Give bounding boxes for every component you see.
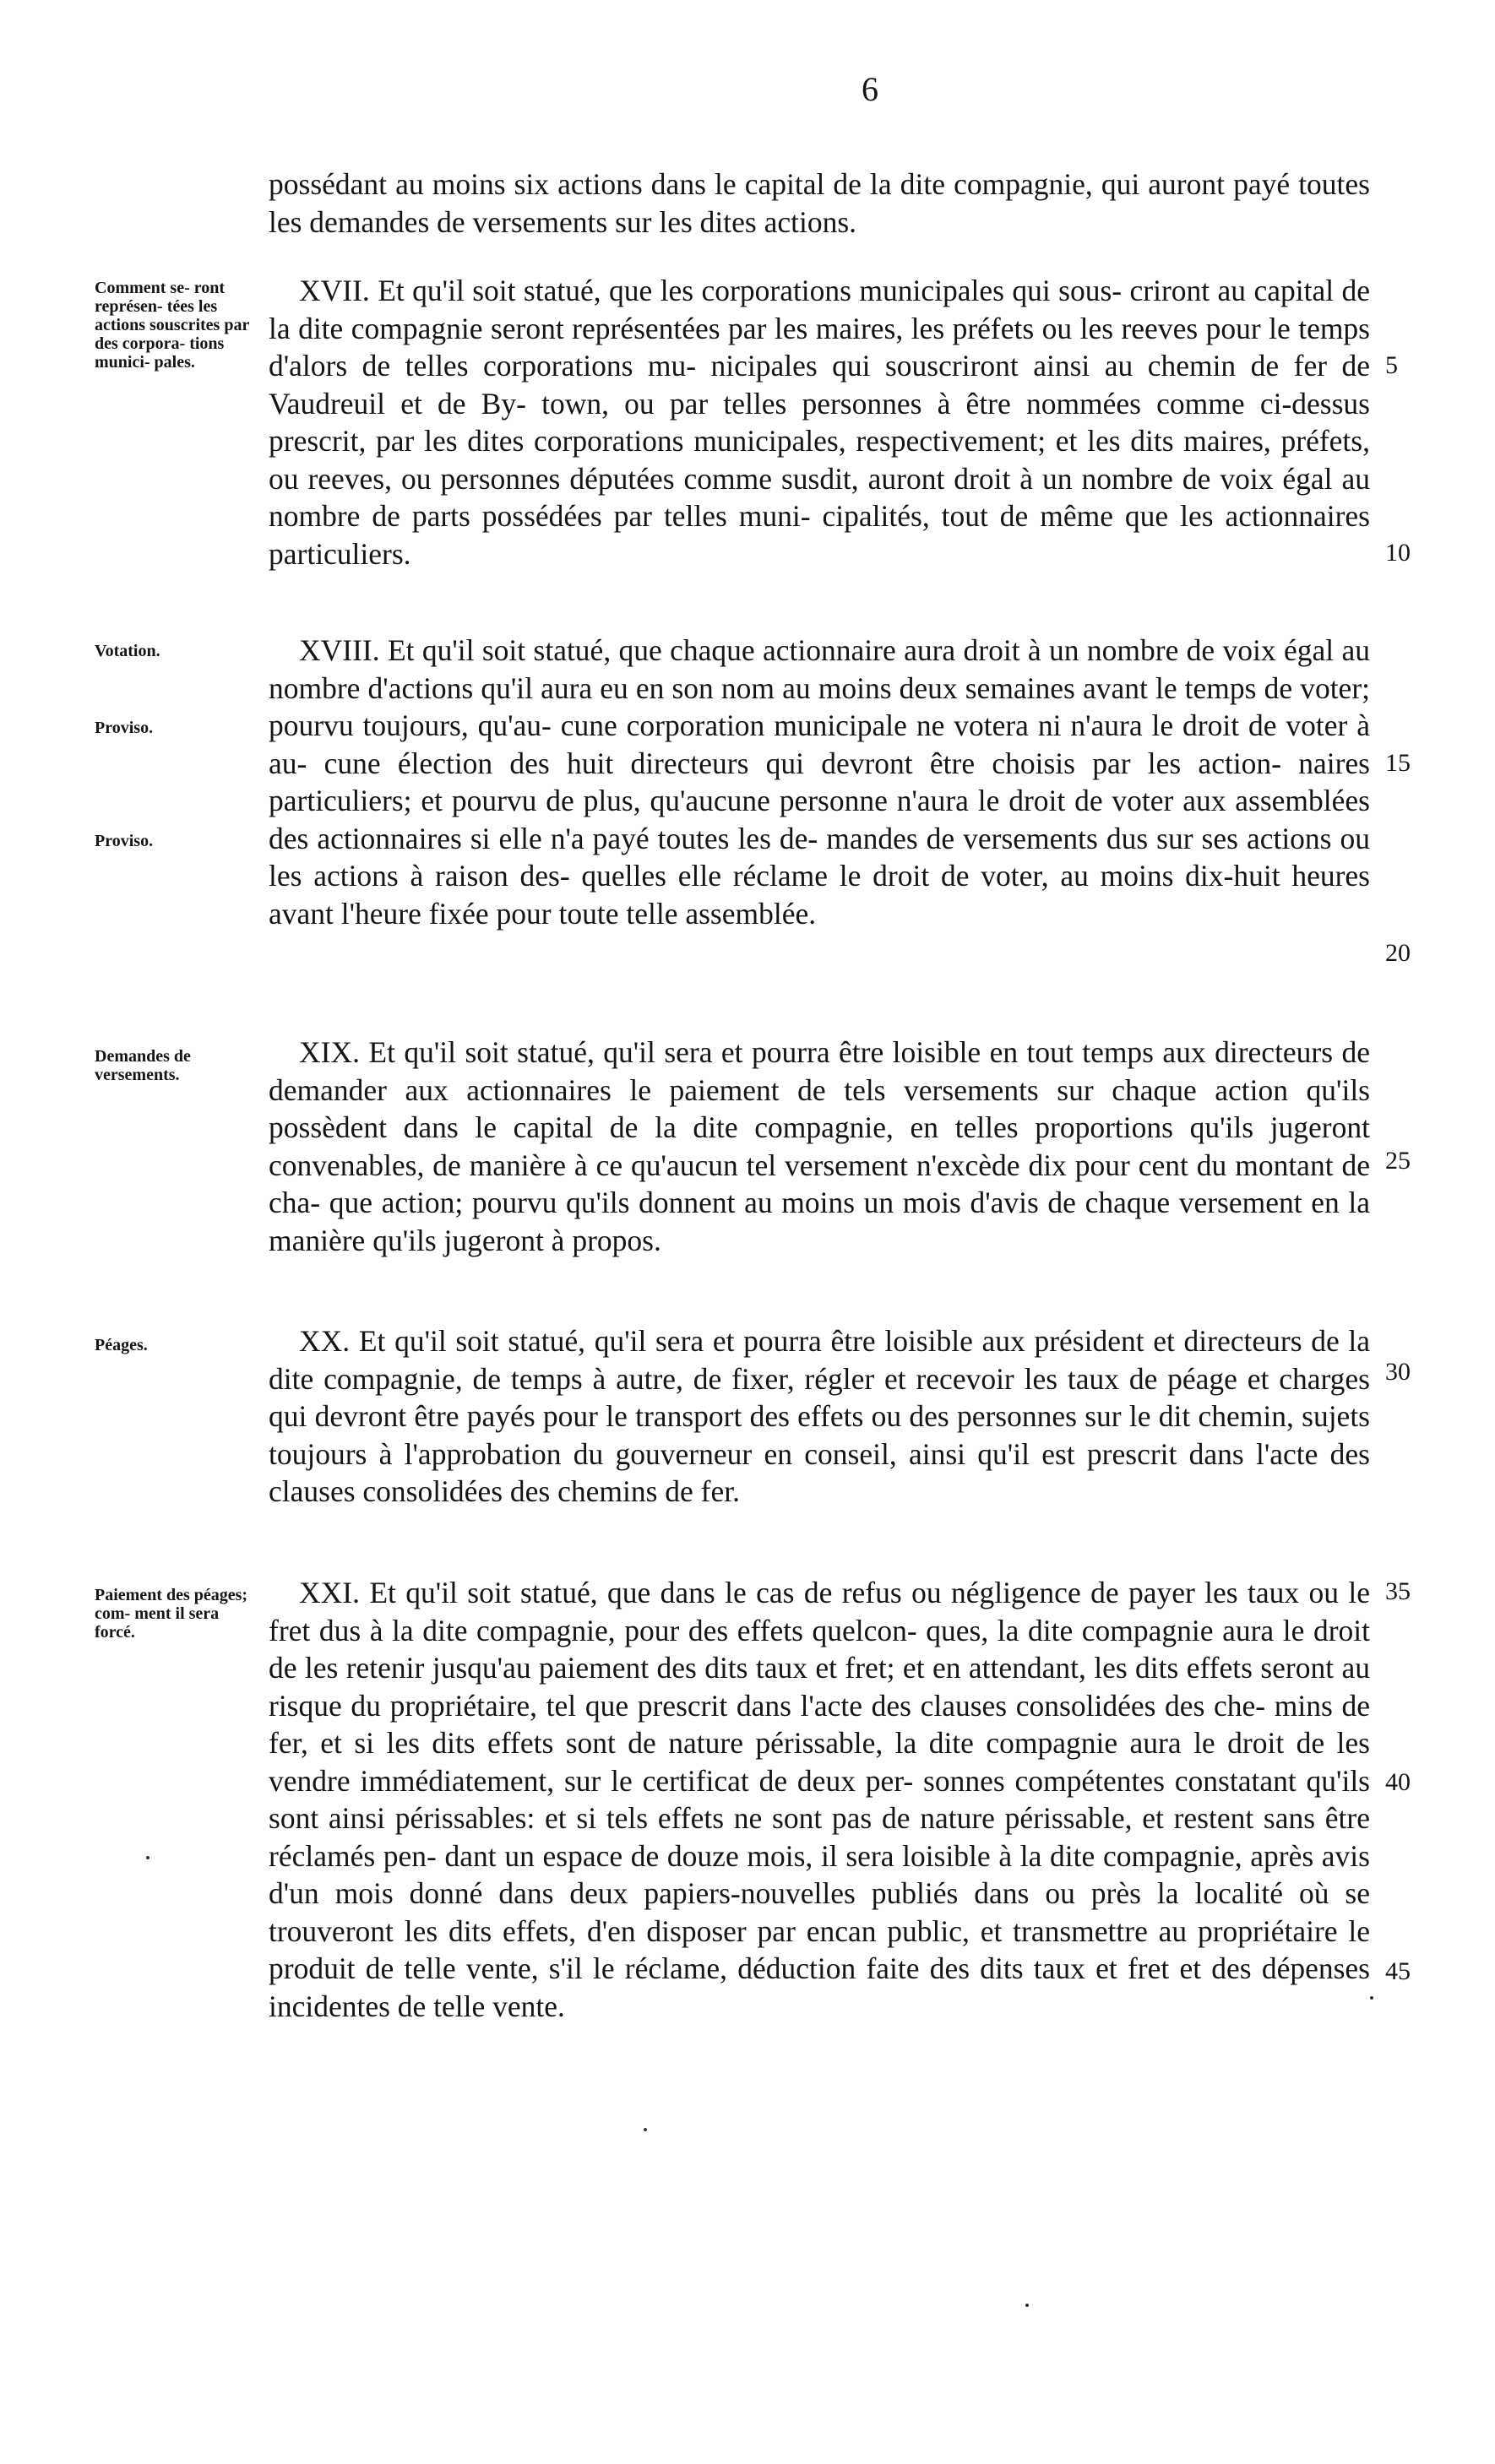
line-number: 40 xyxy=(1385,1768,1411,1796)
section-xvii xyxy=(269,272,1370,573)
section-xix xyxy=(269,1034,1370,1259)
sidenote-representation: Comment se- ront représen- tées les actions souscrites par des corpora- tions munici- pales. xyxy=(95,279,249,372)
line-number: 5 xyxy=(1385,351,1398,379)
section-numeral: XVII. xyxy=(299,274,370,307)
section-numeral: XX. xyxy=(299,1324,351,1358)
line-number: 15 xyxy=(1385,749,1411,777)
section-xx xyxy=(269,1322,1370,1511)
sidenote-peages: Péages. xyxy=(95,1336,148,1354)
print-speck xyxy=(1025,2304,1029,2307)
sidenote-votation: Votation. xyxy=(95,642,160,660)
section-numeral: XIX. xyxy=(299,1035,360,1069)
print-speck xyxy=(1370,1996,1373,2000)
print-speck xyxy=(644,2128,647,2131)
sidenote-proviso-1: Proviso. xyxy=(95,719,154,737)
section-xxi xyxy=(269,1574,1370,2025)
line-number: 20 xyxy=(1385,939,1411,967)
section-numeral: XVIII. xyxy=(299,633,380,667)
line-number: 30 xyxy=(1385,1358,1411,1386)
sidenote-proviso-2: Proviso. xyxy=(95,832,154,850)
section-text: Et qu'il soit statué, que les corporations municipales qui sous- criront au capital de la dite compagnie seront représentées par les maires, les préfets ou les reeves pour le temps d'alors de telles corporations mu- nicipales qui souscriront ainsi au chemin de fer de Vaudreuil et de By- town, ou par telles personnes à être nommées comme ci-dessus prescrit, par les dites corporations municipales, respectivement; et les dits maires, préfets, ou reeves, ou personnes députées comme susdit, auront droit à un nombre de voix égal au nombre de parts possédées par telles muni- cipalités, tout de même que les actionnaires particuliers. xyxy=(269,274,1370,571)
section-text: Et qu'il soit statué, que chaque actionnaire aura droit à un nombre de voix égal au nombre d'actions qu'il aura eu en son nom au moins deux semaines avant le temps de voter; pourvu toujours, qu'au- cune corporation municipale ne votera ni n'aura le droit de voter à au- cune élection des huit directeurs qui devront être choisis par les action- naires particuliers; et pourvu de plus, qu'aucune personne n'aura le droit de voter aux assemblées des actionnaires si elle n'a payé toutes les de- mandes de versements dus sur ses actions ou les actions à raison des- quelles elle réclame le droit de voter, au moins dix-huit heures avant l'heure fixée pour toute telle assemblée. xyxy=(269,633,1370,931)
sidenote-paiement-peages: Paiement des péages; com- ment il sera forcé. xyxy=(95,1586,248,1642)
section-xviii xyxy=(269,632,1370,932)
section-text: Et qu'il soit statué, qu'il sera et pourra être loisible en tout temps aux directeurs de demander aux actionnaires le paiement de tels versements sur chaque action qu'ils possèdent dans le capital de la dite compagnie, en telles proportions qu'ils jugeront convenables, de manière à ce qu'aucun tel versement n'excède dix pour cent du montant de cha- que action; pourvu qu'ils donnent au moins un mois d'avis de chaque versement en la manière qu'ils jugeront à propos. xyxy=(269,1035,1371,1257)
page-number: 6 xyxy=(862,70,878,108)
section-numeral: XXI. xyxy=(299,1576,360,1609)
line-number: 45 xyxy=(1385,1957,1411,1985)
section-text: Et qu'il soit statué, que dans le cas de refus ou négligence de payer les taux ou le fret dus à la dite compagnie, pour des effets quelcon- ques, la dite compagnie aura le droit de les retenir jusqu'au paiement des dits taux et fret; et en attendant, les dits effets seront au risque du propriétaire, tel que prescrit dans l'acte des clauses consolidées des che- mins de fer, et si les dits effets sont de nature périssable, la dite compagnie aura le droit de les vendre immédiatement, sur le certificat de deux per- sonnes compétentes constatant qu'ils sont ainsi périssables: et si tels effets ne sont pas de nature périssable, et restent sans être réclamés pen- dant un espace de douze mois, il sera loisible à la dite compagnie, après avis d'un mois donné dans deux papiers-nouvelles publiés dans ou près la localité où se trouveront les dits effets, d'en disposer par encan public, et transmettre au propriétaire le produit de telle vente, s'il le réclame, déduction faite des dits taux et fret et des dépenses incidentes de telle vente. xyxy=(269,1576,1370,2023)
print-speck xyxy=(146,1856,150,1859)
section-text: Et qu'il soit statué, qu'il sera et pourra être loisible aux président et directeurs de la dite compagnie, de temps à autre, de fixer, régler et recevoir les taux de péage et charges qui devront être payés pour le transport des effets ou des personnes sur le dit chemin, sujets toujours à l'approbation du gouverneur en conseil, ainsi qu'il est prescrit dans l'acte des clauses consolidées des chemins de fer. xyxy=(269,1324,1370,1508)
opening-paragraph: possédant au moins six actions dans le capital de la dite compagnie, qui auront payé toutes les demandes de versements sur les dites actions. xyxy=(269,167,1370,239)
sidenote-versements: Demandes de versements. xyxy=(95,1047,191,1084)
line-number: 25 xyxy=(1385,1147,1411,1175)
line-number: 10 xyxy=(1385,539,1411,567)
line-number: 35 xyxy=(1385,1577,1411,1605)
